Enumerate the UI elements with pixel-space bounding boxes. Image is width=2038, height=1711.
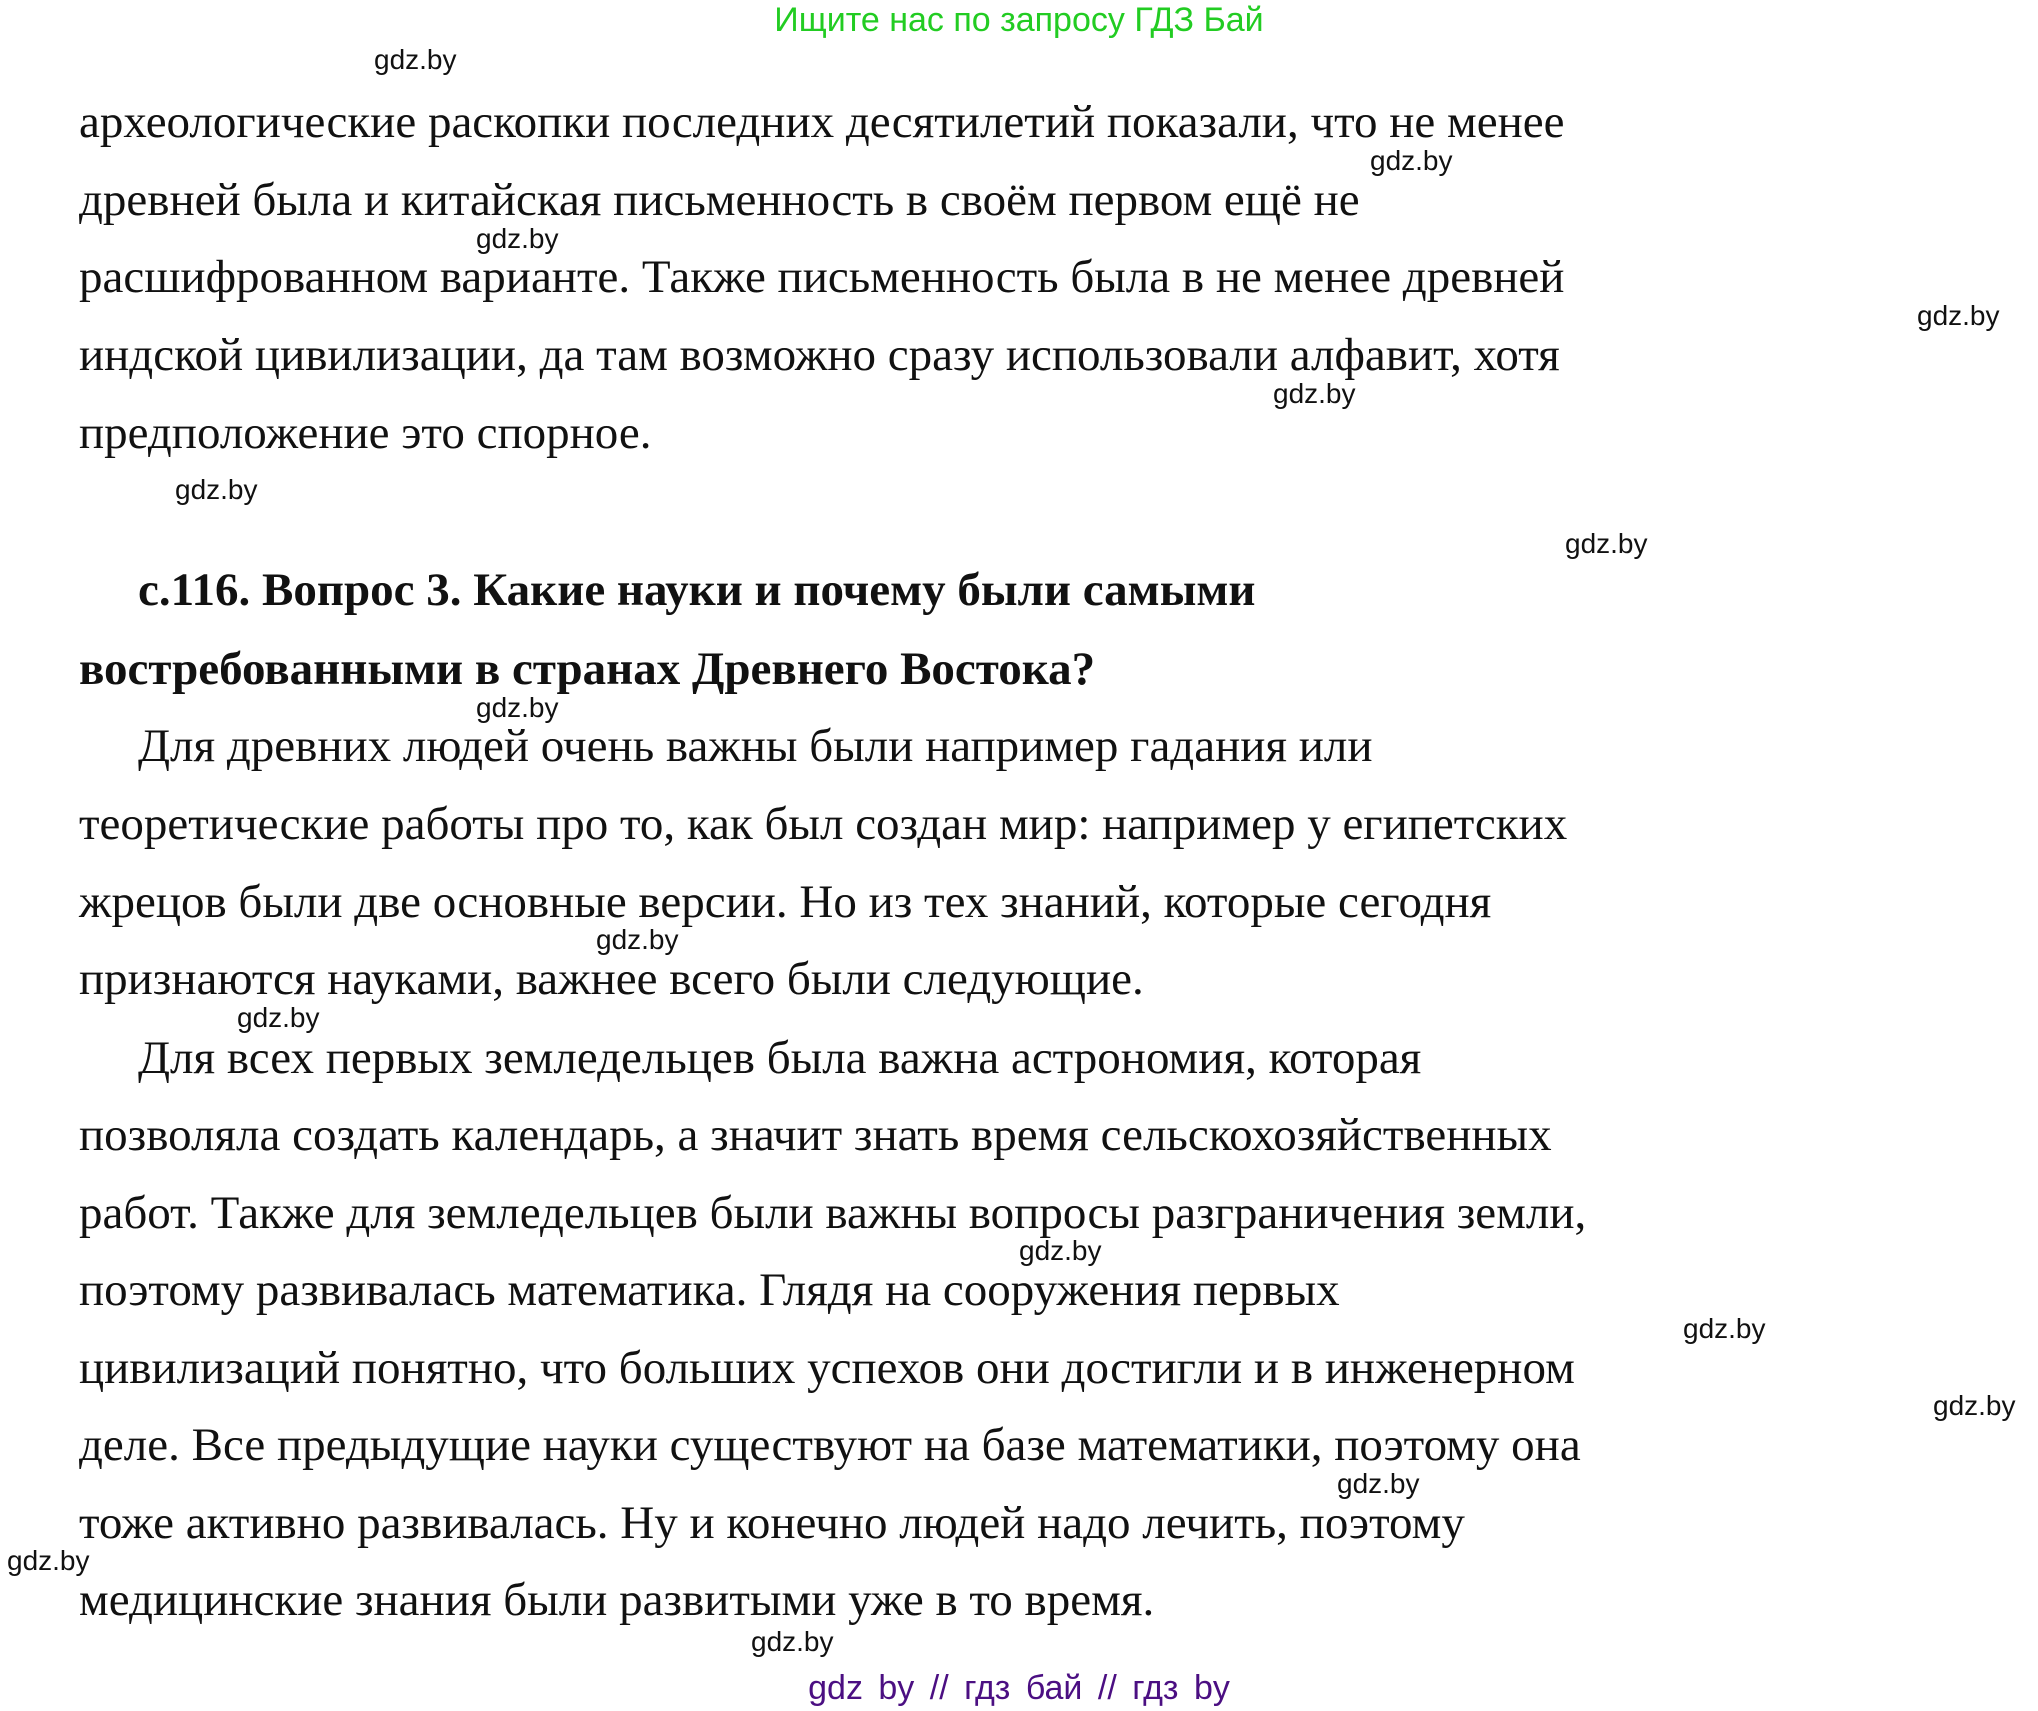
text-line: индской цивилизации, да там возможно сразу использовали алфавит, хотя [79,329,1560,381]
question-heading: востребованными в странах Древнего Востока? [79,643,1096,695]
watermark: gdz.by [1683,1313,1766,1344]
search-banner: Ищите нас по запросу ГДЗ Бай [774,1,1264,39]
text-line: тоже активно развивалась. Ну и конечно людей надо лечить, поэтому [79,1497,1465,1549]
text-line: Для всех первых земледельцев была важна астрономия, которая [138,1032,1422,1084]
text-line: предположение это спорное. [79,407,652,459]
watermark: gdz.by [476,223,559,254]
text-line: позволяла создать календарь, а значит знать время сельскохозяйственных [79,1109,1552,1161]
text-line: расшифрованном варианте. Также письменность была в не менее древней [79,251,1565,303]
text-line: Для древних людей очень важны были например гадания или [138,720,1373,772]
text-line: жрецов были две основные версии. Но из тех знаний, которые сегодня [79,876,1492,928]
watermark: gdz.by [1565,528,1648,559]
watermark: gdz.by [374,44,457,75]
text-line: признаются науками, важнее всего были следующие. [79,953,1144,1005]
watermark: gdz.by [175,474,258,505]
text-line: работ. Также для земледельцев были важны вопросы разграничения земли, [79,1187,1587,1239]
text-line: цивилизаций понятно, что больших успехов они достигли и в инженерном [79,1342,1575,1394]
watermark: gdz.by [1337,1468,1420,1499]
watermark: gdz.by [476,692,559,723]
watermark: gdz.by [1933,1390,2016,1421]
watermark: gdz.by [237,1002,320,1033]
text-line: медицинские знания были развитыми уже в то время. [79,1574,1155,1626]
watermark: gdz.by [1019,1235,1102,1266]
watermark: gdz.by [751,1626,834,1657]
text-line: древней была и китайская письменность в своём первом ещё не [79,174,1360,226]
watermark: gdz.by [7,1545,90,1576]
text-line: деле. Все предыдущие науки существуют на базе математики, поэтому она [79,1419,1581,1471]
watermark: gdz.by [596,924,679,955]
text-line: теоретические работы про то, как был создан мир: например у египетских [79,798,1568,850]
watermark: gdz.by [1273,378,1356,409]
question-heading: с.116. Вопрос 3. Какие науки и почему были самыми [138,564,1256,616]
watermark: gdz.by [1370,145,1453,176]
text-line: поэтому развивалась математика. Глядя на сооружения первых [79,1264,1340,1316]
footer-links: gdz by // гдз бай // гдз by [808,1669,1230,1707]
text-line: археологические раскопки последних десятилетий показали, что не менее [79,96,1565,148]
watermark: gdz.by [1917,300,2000,331]
